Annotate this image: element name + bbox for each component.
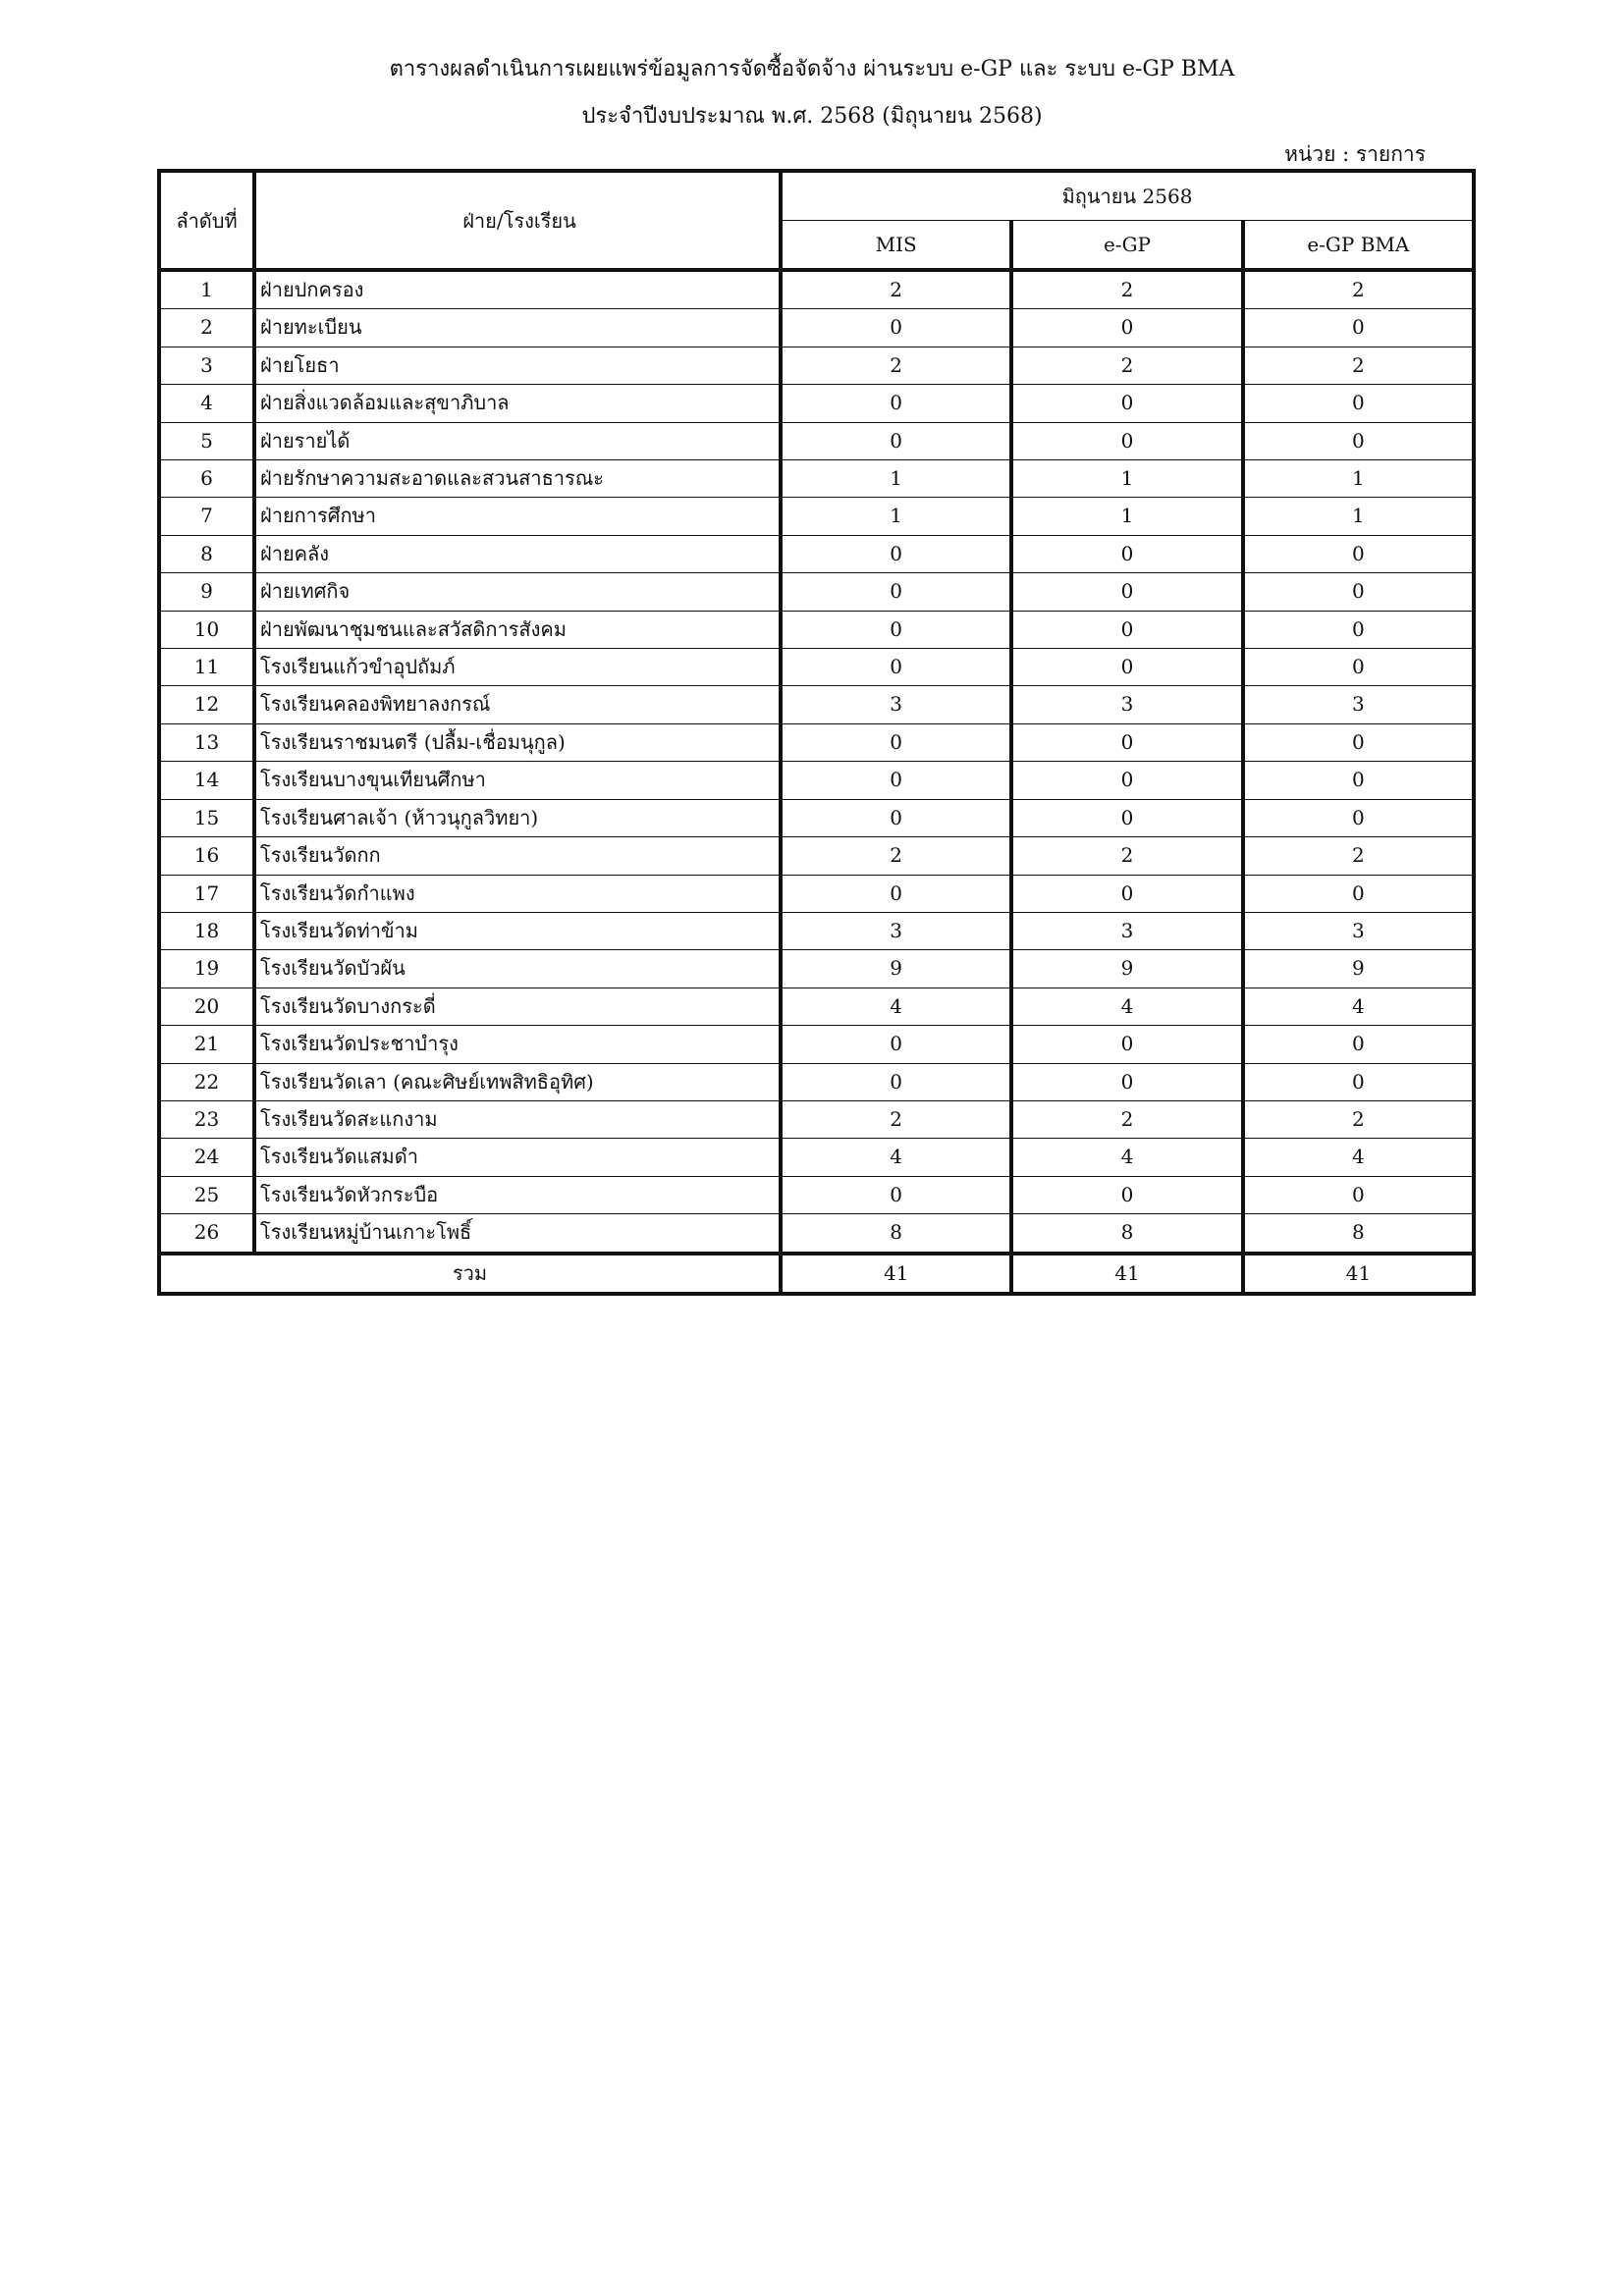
header-period: มิถุนายน 2568 — [781, 171, 1474, 221]
row-no: 18 — [159, 912, 254, 949]
table-row — [159, 875, 1474, 912]
row-no: 21 — [159, 1026, 254, 1063]
row-no: 16 — [159, 837, 254, 875]
row-egp-bma: 1 — [1243, 460, 1474, 498]
row-name: โรงเรียนคลองพิทยาลงกรณ์ — [254, 686, 781, 723]
row-no: 1 — [159, 270, 254, 309]
row-egp: 1 — [1011, 460, 1242, 498]
header-name: ฝ่าย/โรงเรียน — [254, 171, 781, 270]
table-row — [159, 573, 1474, 611]
header-no: ลำดับที่ — [159, 171, 254, 270]
table-row — [159, 1063, 1474, 1100]
table-row — [159, 498, 1474, 535]
row-mis: 3 — [781, 686, 1011, 723]
total-mis: 41 — [781, 1254, 1011, 1294]
row-egp: 0 — [1011, 762, 1242, 799]
row-name: โรงเรียนแก้วขำอุปถัมภ์ — [254, 649, 781, 686]
table-row — [159, 535, 1474, 572]
table-row — [159, 460, 1474, 498]
row-egp: 2 — [1011, 270, 1242, 309]
row-egp: 0 — [1011, 309, 1242, 347]
row-mis: 2 — [781, 270, 1011, 309]
row-egp: 0 — [1011, 649, 1242, 686]
row-egp-bma: 0 — [1243, 649, 1474, 686]
row-egp-bma: 0 — [1243, 1026, 1474, 1063]
row-egp: 0 — [1011, 1063, 1242, 1100]
row-mis: 0 — [781, 1176, 1011, 1213]
row-mis: 1 — [781, 460, 1011, 498]
row-egp: 0 — [1011, 723, 1242, 761]
row-mis: 0 — [781, 723, 1011, 761]
row-mis: 4 — [781, 1139, 1011, 1176]
table-row — [159, 1214, 1474, 1254]
row-name: โรงเรียนวัดหัวกระบือ — [254, 1176, 781, 1213]
row-mis: 2 — [781, 837, 1011, 875]
row-no: 19 — [159, 950, 254, 988]
row-egp-bma: 0 — [1243, 422, 1474, 459]
row-no: 13 — [159, 723, 254, 761]
row-no: 25 — [159, 1176, 254, 1213]
row-no: 12 — [159, 686, 254, 723]
row-name: ฝ่ายเทศกิจ — [254, 573, 781, 611]
row-no: 20 — [159, 988, 254, 1025]
report-subtitle: ประจำปีงบประมาณ พ.ศ. 2568 (มิถุนายน 2568) — [581, 104, 1043, 129]
row-name: โรงเรียนวัดกก — [254, 837, 781, 875]
row-mis: 0 — [781, 1063, 1011, 1100]
row-egp: 8 — [1011, 1214, 1242, 1254]
report-title: ตารางผลดำเนินการเผยแพร่ข้อมูลการจัดซื้อจัดจ้าง ผ่านระบบ e-GP และ ระบบ e-GP BMA — [389, 57, 1235, 81]
row-egp: 0 — [1011, 535, 1242, 572]
row-egp: 2 — [1011, 347, 1242, 384]
row-name: ฝ่ายคลัง — [254, 535, 781, 572]
row-egp: 0 — [1011, 385, 1242, 422]
table-row — [159, 912, 1474, 949]
row-no: 3 — [159, 347, 254, 384]
row-name: โรงเรียนวัดเลา (คณะศิษย์เทพสิทธิอุทิศ) — [254, 1063, 781, 1100]
table-row — [159, 422, 1474, 459]
row-no: 8 — [159, 535, 254, 572]
header-row-1 — [159, 171, 1474, 221]
row-name: โรงเรียนราชมนตรี (ปลื้ม-เชื่อมนุกูล) — [254, 723, 781, 761]
row-no: 15 — [159, 799, 254, 836]
table-row — [159, 649, 1474, 686]
row-egp-bma: 0 — [1243, 723, 1474, 761]
table-row — [159, 799, 1474, 836]
row-egp: 3 — [1011, 912, 1242, 949]
row-no: 24 — [159, 1139, 254, 1176]
header-egp: e-GP — [1011, 221, 1242, 271]
row-egp-bma: 0 — [1243, 573, 1474, 611]
row-egp-bma: 3 — [1243, 686, 1474, 723]
total-label: รวม — [159, 1254, 781, 1294]
total-egp: 41 — [1011, 1254, 1242, 1294]
row-egp: 0 — [1011, 875, 1242, 912]
row-name: ฝ่ายรักษาความสะอาดและสวนสาธารณะ — [254, 460, 781, 498]
row-no: 7 — [159, 498, 254, 535]
row-no: 10 — [159, 611, 254, 648]
row-mis: 9 — [781, 950, 1011, 988]
row-mis: 0 — [781, 309, 1011, 347]
row-no: 9 — [159, 573, 254, 611]
row-egp: 2 — [1011, 837, 1242, 875]
row-no: 6 — [159, 460, 254, 498]
row-egp-bma: 1 — [1243, 498, 1474, 535]
row-mis: 1 — [781, 498, 1011, 535]
table-row — [159, 611, 1474, 648]
row-egp-bma: 0 — [1243, 535, 1474, 572]
row-name: ฝ่ายสิ่งแวดล้อมและสุขาภิบาล — [254, 385, 781, 422]
row-no: 22 — [159, 1063, 254, 1100]
row-egp-bma: 0 — [1243, 1176, 1474, 1213]
row-mis: 0 — [781, 799, 1011, 836]
row-name: ฝ่ายปกครอง — [254, 270, 781, 309]
row-egp-bma: 2 — [1243, 1100, 1474, 1138]
header-mis: MIS — [781, 221, 1011, 271]
row-name: โรงเรียนวัดท่าข้าม — [254, 912, 781, 949]
procurement-table — [157, 169, 1476, 1296]
row-egp-bma: 8 — [1243, 1214, 1474, 1254]
table-row — [159, 1026, 1474, 1063]
table-body — [159, 270, 1474, 1254]
row-no: 23 — [159, 1100, 254, 1138]
header-egp-bma: e-GP BMA — [1243, 221, 1474, 271]
row-egp-bma: 2 — [1243, 270, 1474, 309]
row-egp: 0 — [1011, 611, 1242, 648]
table-row — [159, 723, 1474, 761]
table-row — [159, 762, 1474, 799]
row-mis: 0 — [781, 535, 1011, 572]
row-mis: 0 — [781, 762, 1011, 799]
row-egp: 2 — [1011, 1100, 1242, 1138]
row-name: โรงเรียนวัดสะแกงาม — [254, 1100, 781, 1138]
total-row — [159, 1254, 1474, 1294]
row-egp-bma: 0 — [1243, 611, 1474, 648]
row-egp-bma: 9 — [1243, 950, 1474, 988]
table-row — [159, 385, 1474, 422]
table-row — [159, 270, 1474, 309]
row-no: 4 — [159, 385, 254, 422]
table-row — [159, 1100, 1474, 1138]
row-egp-bma: 2 — [1243, 837, 1474, 875]
row-egp-bma: 2 — [1243, 347, 1474, 384]
row-name: โรงเรียนบางขุนเทียนศึกษา — [254, 762, 781, 799]
row-egp-bma: 0 — [1243, 762, 1474, 799]
row-mis: 0 — [781, 611, 1011, 648]
row-no: 17 — [159, 875, 254, 912]
row-name: ฝ่ายโยธา — [254, 347, 781, 384]
row-no: 14 — [159, 762, 254, 799]
row-egp: 4 — [1011, 988, 1242, 1025]
row-mis: 0 — [781, 385, 1011, 422]
table-row — [159, 950, 1474, 988]
row-egp: 4 — [1011, 1139, 1242, 1176]
row-egp-bma: 0 — [1243, 875, 1474, 912]
table-row — [159, 1176, 1474, 1213]
row-mis: 2 — [781, 1100, 1011, 1138]
row-name: ฝ่ายรายได้ — [254, 422, 781, 459]
row-mis: 0 — [781, 649, 1011, 686]
row-egp: 1 — [1011, 498, 1242, 535]
row-egp-bma: 3 — [1243, 912, 1474, 949]
row-mis: 0 — [781, 422, 1011, 459]
total-egp-bma: 41 — [1243, 1254, 1474, 1294]
row-egp: 0 — [1011, 1176, 1242, 1213]
row-name: โรงเรียนวัดบางกระดี่ — [254, 988, 781, 1025]
row-mis: 0 — [781, 573, 1011, 611]
table-row — [159, 837, 1474, 875]
row-egp: 0 — [1011, 573, 1242, 611]
row-mis: 2 — [781, 347, 1011, 384]
row-egp: 3 — [1011, 686, 1242, 723]
row-egp-bma: 0 — [1243, 799, 1474, 836]
row-name: โรงเรียนวัดบัวผัน — [254, 950, 781, 988]
row-name: โรงเรียนวัดแสมดำ — [254, 1139, 781, 1176]
row-name: ฝ่ายการศึกษา — [254, 498, 781, 535]
row-no: 11 — [159, 649, 254, 686]
row-mis: 8 — [781, 1214, 1011, 1254]
unit-label: หน่วย : รายการ — [1284, 142, 1426, 166]
row-no: 26 — [159, 1214, 254, 1254]
row-name: โรงเรียนวัดประชาบำรุง — [254, 1026, 781, 1063]
row-name: โรงเรียนหมู่บ้านเกาะโพธิ์ — [254, 1214, 781, 1254]
row-mis: 0 — [781, 1026, 1011, 1063]
row-egp-bma: 4 — [1243, 988, 1474, 1025]
table-row — [159, 347, 1474, 384]
row-egp: 0 — [1011, 422, 1242, 459]
row-egp: 0 — [1011, 1026, 1242, 1063]
row-name: โรงเรียนวัดกำแพง — [254, 875, 781, 912]
row-egp-bma: 0 — [1243, 309, 1474, 347]
row-egp-bma: 0 — [1243, 385, 1474, 422]
row-mis: 0 — [781, 875, 1011, 912]
table-row — [159, 1139, 1474, 1176]
row-no: 5 — [159, 422, 254, 459]
row-egp-bma: 4 — [1243, 1139, 1474, 1176]
table-row — [159, 309, 1474, 347]
row-name: โรงเรียนศาลเจ้า (ห้าวนุกูลวิทยา) — [254, 799, 781, 836]
table-row — [159, 686, 1474, 723]
row-mis: 4 — [781, 988, 1011, 1025]
row-no: 2 — [159, 309, 254, 347]
row-mis: 3 — [781, 912, 1011, 949]
row-egp: 0 — [1011, 799, 1242, 836]
row-egp-bma: 0 — [1243, 1063, 1474, 1100]
row-name: ฝ่ายทะเบียน — [254, 309, 781, 347]
row-name: ฝ่ายพัฒนาชุมชนและสวัสดิการสังคม — [254, 611, 781, 648]
table-row — [159, 988, 1474, 1025]
row-egp: 9 — [1011, 950, 1242, 988]
